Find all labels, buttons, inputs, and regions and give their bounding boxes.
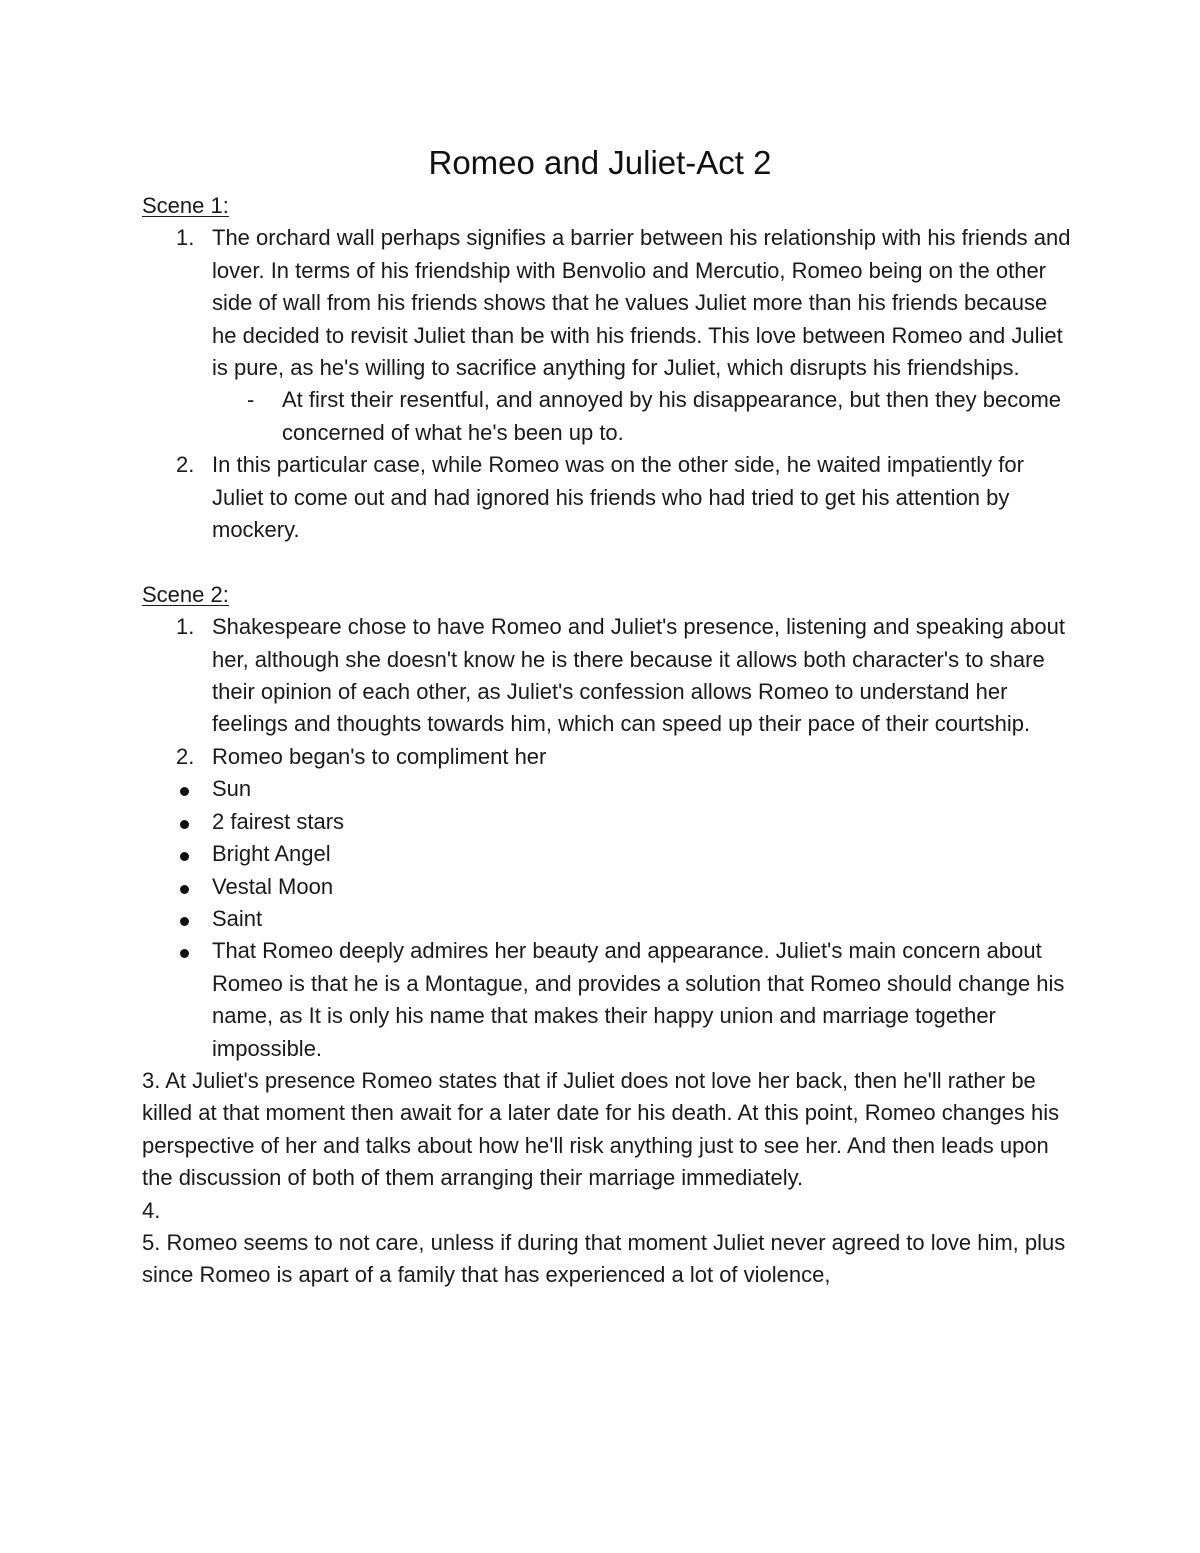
bullet-item: [142, 903, 1072, 935]
bullet-icon: [180, 949, 189, 958]
list-item-text: Romeo began's to compliment her: [212, 743, 547, 769]
bullet-icon: [180, 820, 189, 829]
list-item-text: The orchard wall perhaps signifies a barrier between his relationship with his friends and lover. In terms of his friendship with Benvolio and Mercutio, Romeo being on the other side of wall from his friends shows that he values Juliet more than his friends because he decided to revisit Juliet than be with his friends. This love between Romeo and Juliet is pure, as he's willing to sacrifice anything for Juliet, which disrupts his friendships.: [212, 225, 1071, 381]
bullet-icon: [180, 852, 189, 861]
scene-1-heading: Scene 1:: [142, 193, 229, 218]
paragraph-3: 3. At Juliet's presence Romeo states that if Juliet does not love her back, then he'll rather be killed at that moment then await for a later date for his death. At this point, Romeo changes his perspective of her and talks about how he'll risk anything just to see her. And then leads upon the discussion of both of them arranging their marriage immediately.: [142, 1067, 1060, 1191]
paragraph-5: 5. Romeo seems to not care, unless if during that moment Juliet never agreed to love him, plus since Romeo is apart of a family that has experienced a lot of violence,: [142, 1229, 1066, 1288]
bullet-item: [142, 806, 1072, 838]
document-title: Romeo and Juliet-Act 2: [428, 144, 772, 181]
list-number: 2.: [176, 743, 195, 769]
list-number: 1.: [176, 614, 195, 640]
dash-marker: -: [247, 387, 255, 413]
bullet-icon: [180, 787, 189, 796]
list-item-text: In this particular case, while Romeo was on the other side, he waited impatiently for Juliet to come out and had ignored his friends who had tried to get his attention by mockery.: [212, 452, 1024, 543]
scene-2-item-1: [142, 611, 1072, 741]
list-item-text: Shakespeare chose to have Romeo and Juliet's presence, listening and speaking about her, although she doesn't know he is there because it allows both character's to share their opinion of each other, as Juliet's confession allows Romeo to understand her feelings and thoughts towards him, which can speed up their pace of their courtship.: [212, 614, 1065, 737]
bullet-text: Vestal Moon: [212, 873, 334, 899]
document-body: [142, 190, 1072, 1292]
scene-1-item-2: [142, 449, 1072, 546]
list-number: 1.: [176, 225, 195, 251]
bullet-text: Bright Angel: [212, 841, 331, 867]
scene-1-item-1: [142, 222, 1072, 384]
list-number: 2.: [176, 452, 195, 478]
bullet-item: [142, 773, 1072, 805]
paragraph-4: 4.: [142, 1197, 161, 1223]
scene-1-subitem: [142, 384, 1072, 449]
bullet-text: Sun: [212, 776, 252, 802]
bullet-text: That Romeo deeply admires her beauty and appearance. Juliet's main concern about Romeo is that he is a Montague, and provides a solution that Romeo should change his name, as It is only his name that makes their happy union and marriage together impossible.: [212, 938, 1065, 1061]
bullet-icon: [180, 917, 189, 926]
bullet-item: [142, 935, 1072, 1065]
bullet-text: 2 fairest stars: [212, 808, 345, 834]
list-item-text: At first their resentful, and annoyed by his disappearance, but then they become concerned of what he's been up to.: [282, 387, 1062, 445]
bullet-item: [142, 871, 1072, 903]
scene-2-heading: Scene 2:: [142, 581, 229, 607]
bullet-icon: [180, 885, 189, 894]
scene-2-item-2: [142, 741, 1072, 773]
bullet-item: [142, 838, 1072, 870]
bullet-text: Saint: [212, 905, 263, 931]
blank-line: [142, 546, 1072, 578]
